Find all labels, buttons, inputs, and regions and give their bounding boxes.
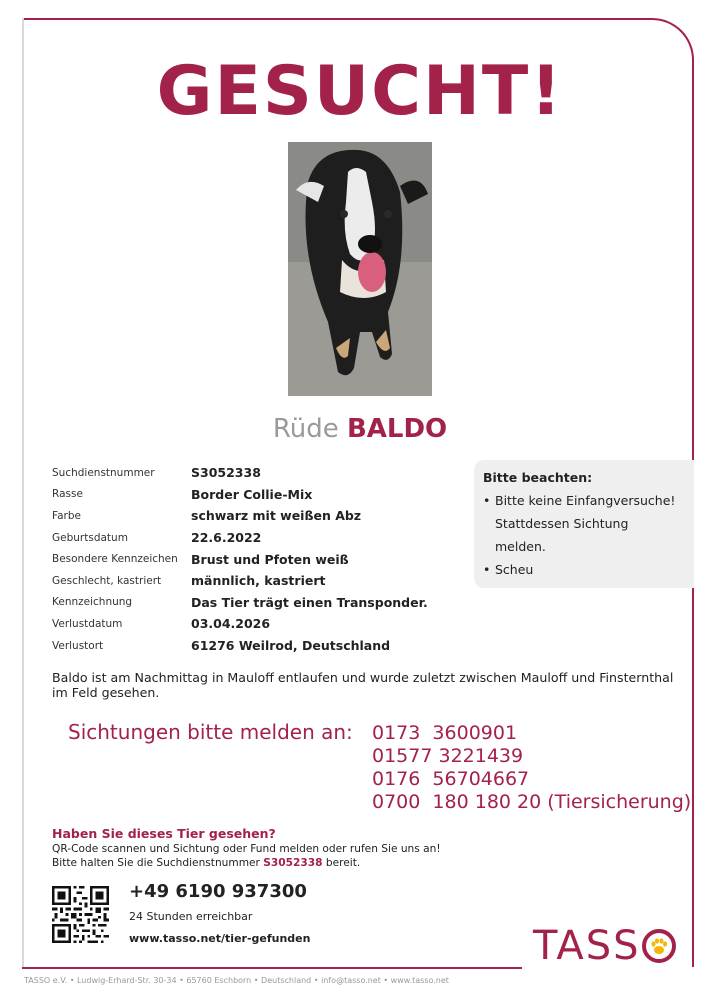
fact-value: schwarz mit weißen Abz [191, 508, 362, 524]
notice-item-line: Stattdessen Sichtung [495, 516, 629, 531]
pet-name-line [0, 414, 720, 444]
fact-row-sex [52, 570, 472, 592]
poster-frame-left-edge [22, 18, 24, 967]
fact-row-identification [52, 592, 472, 614]
fact-label: Geschlecht, kastriert [52, 574, 162, 587]
cta-title: Haben Sie dieses Tier gesehen? [52, 826, 276, 841]
paw-icon-shape [646, 933, 672, 959]
fact-label: Verlustdatum [52, 617, 123, 630]
fact-row-breed [52, 484, 472, 506]
pet-name: BALDO [346, 414, 448, 444]
notice-title: Bitte beachten: [483, 470, 593, 485]
bullet-icon: • [483, 562, 491, 577]
fact-value: 22.6.2022 [191, 530, 262, 546]
notice-item-line: Scheu [495, 562, 534, 577]
hotline-phone[interactable]: +49 6190 937300 [129, 881, 307, 902]
fact-value: männlich, kastriert [191, 573, 326, 589]
fact-value: S3052338 [191, 465, 261, 481]
fact-label: Besondere Kennzeichen [52, 553, 178, 566]
report-phone[interactable]: 0173 3600901 [372, 722, 518, 744]
fact-value: Border Collie-Mix [191, 486, 313, 502]
footer-address: TASSO e.V. • Ludwig-Erhard-Str. 30-34 • 65760 Eschborn • Deutschland • info@tasso.net • www.tasso.net [24, 976, 449, 985]
poster-headline: GESUCHT! [156, 52, 564, 131]
hotline-availability: 24 Stunden erreichbar [129, 910, 253, 923]
notice-item [483, 489, 684, 558]
logo-wordmark: TASS [533, 923, 641, 969]
loss-description: Baldo ist am Nachmittag in Mauloff entlaufen und wurde zuletzt zwischen Mauloff und Finsternthal im Feld gesehen. [52, 670, 674, 700]
bottom-divider [22, 967, 522, 969]
bullet-icon: • [483, 493, 491, 508]
cta-line: QR-Code scannen und Sichtung oder Fund melden oder rufen Sie uns an! [52, 843, 441, 855]
report-phone[interactable]: 01577 3221439 [372, 745, 524, 767]
cta-service-number: S3052338 [263, 857, 323, 869]
notice-item-line: melden. [495, 539, 546, 554]
cta-line-text: Bitte halten Sie die Suchdienstnummer [52, 857, 260, 869]
dog-photo-illustration [288, 142, 432, 396]
pet-facts-table [52, 462, 472, 656]
fact-value: Brust und Pfoten weiß [191, 551, 349, 567]
fact-value: 61276 Weilrod, Deutschland [191, 638, 391, 654]
fact-row-loss-location [52, 635, 472, 657]
cta-section [52, 826, 652, 870]
fact-label: Verlustort [52, 639, 104, 652]
website-link[interactable]: www.tasso.net/tier-gefunden [129, 932, 311, 945]
fact-row-birthdate [52, 527, 472, 549]
fact-label: Rasse [52, 488, 83, 501]
fact-row-service-number [52, 462, 472, 484]
fact-label: Kennzeichnung [52, 596, 133, 609]
notice-box [474, 460, 694, 588]
fact-label: Suchdienstnummer [52, 466, 155, 479]
report-label: Sichtungen bitte melden an: [68, 720, 353, 744]
fact-row-color [52, 505, 472, 527]
fact-label: Geburtsdatum [52, 531, 128, 544]
fact-row-markings [52, 548, 472, 570]
qr-code[interactable] [52, 886, 109, 943]
pet-gender: Rüde [272, 414, 339, 444]
fact-label: Farbe [52, 509, 81, 522]
notice-item [483, 558, 684, 581]
tasso-logo [533, 923, 676, 969]
paw-icon [642, 929, 676, 963]
dog-photo [288, 142, 432, 396]
fact-value: Das Tier trägt einen Transponder. [191, 594, 428, 610]
cta-line-text: bereit. [325, 857, 361, 869]
report-phone[interactable]: 0700 180 180 20 (Tiersicherung) [372, 791, 692, 813]
report-phone-list [372, 722, 691, 814]
fact-value: 03.04.2026 [191, 616, 271, 632]
qr-code-icon [52, 886, 109, 943]
report-phone[interactable]: 0176 56704667 [372, 768, 530, 790]
fact-row-loss-date [52, 613, 472, 635]
notice-item-line: Bitte keine Einfangversuche! [495, 493, 676, 508]
cta-line [52, 856, 652, 870]
